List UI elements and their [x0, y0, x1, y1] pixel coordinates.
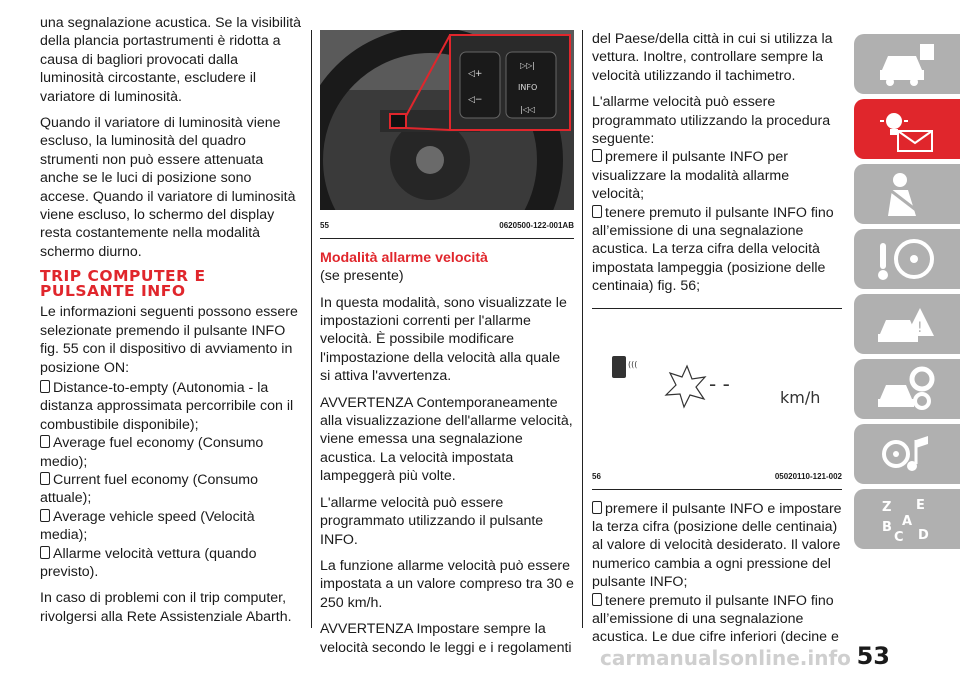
figure-caption: 56 05020110-121-002 [592, 468, 842, 489]
svg-text:!: ! [917, 320, 923, 336]
speed-alarm-display [592, 311, 842, 461]
svg-text:▷▷|: ▷▷| [520, 61, 535, 70]
paragraph: del Paese/della città in cui si utilizza la vettura. Inoltre, controllare sempre la velocità utilizzando il tachimetro. [592, 31, 833, 84]
figure-56 [592, 308, 842, 490]
column-2 [320, 30, 574, 665]
column-divider [311, 30, 312, 628]
tab-index[interactable] [854, 489, 960, 549]
svg-text:E: E [916, 498, 925, 513]
list-item: Average vehicle speed (Velocità media); [40, 508, 255, 544]
svg-text:INFO: INFO [518, 83, 538, 92]
bullet-icon [592, 593, 602, 606]
column-1 [40, 14, 302, 634]
tab-warning-lights[interactable] [854, 99, 960, 159]
svg-text:A: A [902, 514, 913, 529]
bullet-icon [40, 546, 50, 559]
svg-text:D: D [918, 528, 929, 543]
list-item: Distance-to-empty (Autonomia - la distanza approssimata percorribile con il combustibile disponibile); [40, 379, 294, 433]
tab-emergency[interactable] [854, 294, 960, 354]
svg-text:- -: - - [709, 371, 730, 396]
svg-text:◁+: ◁+ [468, 69, 483, 79]
paragraph: Le informazioni seguenti possono essere selezionate premendo il pulsante INFO fig. 55 con il dispositivo di avviamento in posizione ON: [40, 304, 298, 376]
bullet-icon [40, 509, 50, 522]
tab-car-info[interactable] [854, 34, 960, 94]
list-item: tenere premuto il pulsante INFO fino all’emissione di una segnalazione acustica. La terza cifra della velocità impostata lampeggia (posizione delle centinaia) fig. 56; [592, 204, 834, 295]
tab-maintenance[interactable] [854, 359, 960, 419]
list-item: Allarme velocità vettura (quando previsto). [40, 545, 257, 580]
svg-text:km/h: km/h [780, 387, 821, 407]
column-divider [582, 30, 583, 628]
paragraph: L'allarme velocità può essere programmato utilizzando il pulsante INFO. [320, 494, 544, 548]
paragraph: L'allarme velocità può essere programmato utilizzando la procedura seguente: [592, 94, 831, 148]
bullet-icon [592, 205, 602, 218]
paragraph: una segnalazione acustica. Se la visibilità della plancia portastrumenti è ridotta a causa di bagliori provocati dalla luminosità circostante, escludere il variatore di luminosità. [40, 15, 302, 105]
bullet-icon [40, 380, 50, 393]
svg-text:Z: Z [882, 500, 892, 515]
bullet-icon [40, 435, 50, 448]
paragraph: AVVERTENZA Impostare sempre la velocità secondo le leggi e i regolamenti [320, 621, 572, 656]
paragraph: In questa modalità, sono visualizzate le impostazioni correnti per l'allarme velocità. È possibile modificare l'impostazione della velocità alla quale si attiva l'avvertenza. [320, 294, 567, 385]
list-item: premere il pulsante INFO e impostare la terza cifra (posizione delle centinaia) al valore di velocità desiderato. Il valore numerico cambia a ogni pressione del pulsante INFO; [592, 500, 842, 591]
paragraph: In caso di problemi con il trip computer, rivolgersi alla Rete Assistenziale Abarth. [40, 590, 292, 625]
chapter-tabs [854, 34, 960, 554]
bullet-icon [592, 501, 602, 514]
list-item: premere il pulsante INFO per visualizzare la modalità allarme velocità; [592, 149, 790, 203]
list-item: Average fuel economy (Consumo medio); [40, 435, 264, 470]
bullet-icon [40, 472, 50, 485]
driving-icon [876, 235, 938, 283]
bullet-list [40, 379, 302, 581]
svg-text:(((: ((( [628, 359, 638, 369]
watermark: carmanualsonline.info [600, 646, 851, 670]
figure-55 [320, 30, 574, 239]
column-3 [592, 30, 842, 647]
car-info-icon [876, 40, 938, 88]
paragraph: Quando il variatore di luminosità viene escluso, la luminosità del quadro strumenti non può essere attenuata anche se le luci di posizione sono accese. Quando il variatore di luminosità viene escluso, lo schermo del display resta costantemente nella modalità schermo diurno. [40, 115, 296, 260]
svg-text:|◁◁: |◁◁ [520, 105, 535, 114]
paragraph: (se presente) [320, 268, 404, 285]
page-number: 53 [856, 642, 890, 670]
tab-driving[interactable] [854, 229, 960, 289]
svg-text:C: C [894, 530, 904, 543]
maintenance-icon [876, 365, 938, 413]
svg-text:B: B [882, 520, 892, 535]
paragraph: La funzione allarme velocità può essere impostata a un valore compreso tra 30 e 250 km/h. [320, 557, 574, 611]
tab-multimedia[interactable] [854, 424, 960, 484]
multimedia-icon [876, 430, 938, 478]
svg-text:◁−: ◁− [468, 95, 483, 105]
emergency-icon [876, 300, 938, 348]
list-item: tenere premuto il pulsante INFO fino all’emissione di una segnalazione acustica. Le due cifre inferiori (decine e [592, 592, 839, 646]
section-heading: TRIP COMPUTER E PULSANTE INFO [40, 267, 206, 301]
tab-safety[interactable] [854, 164, 960, 224]
figure-caption: 55 0620500-122-001AB [320, 217, 574, 238]
subsection-heading: Modalità allarme velocità [320, 249, 488, 266]
index-icon [876, 495, 938, 543]
safety-icon [876, 170, 938, 218]
paragraph: AVVERTENZA Contemporaneamente alla visualizzazione dell'allarme velocità, viene emessa una segnalazione acustica. La velocità impostata lampeggerà più volte. [320, 394, 573, 485]
steering-wheel-photo [320, 30, 574, 210]
list-item: Current fuel economy (Consumo attuale); [40, 471, 259, 507]
warning-lights-icon [876, 105, 938, 153]
bullet-icon [592, 149, 602, 162]
